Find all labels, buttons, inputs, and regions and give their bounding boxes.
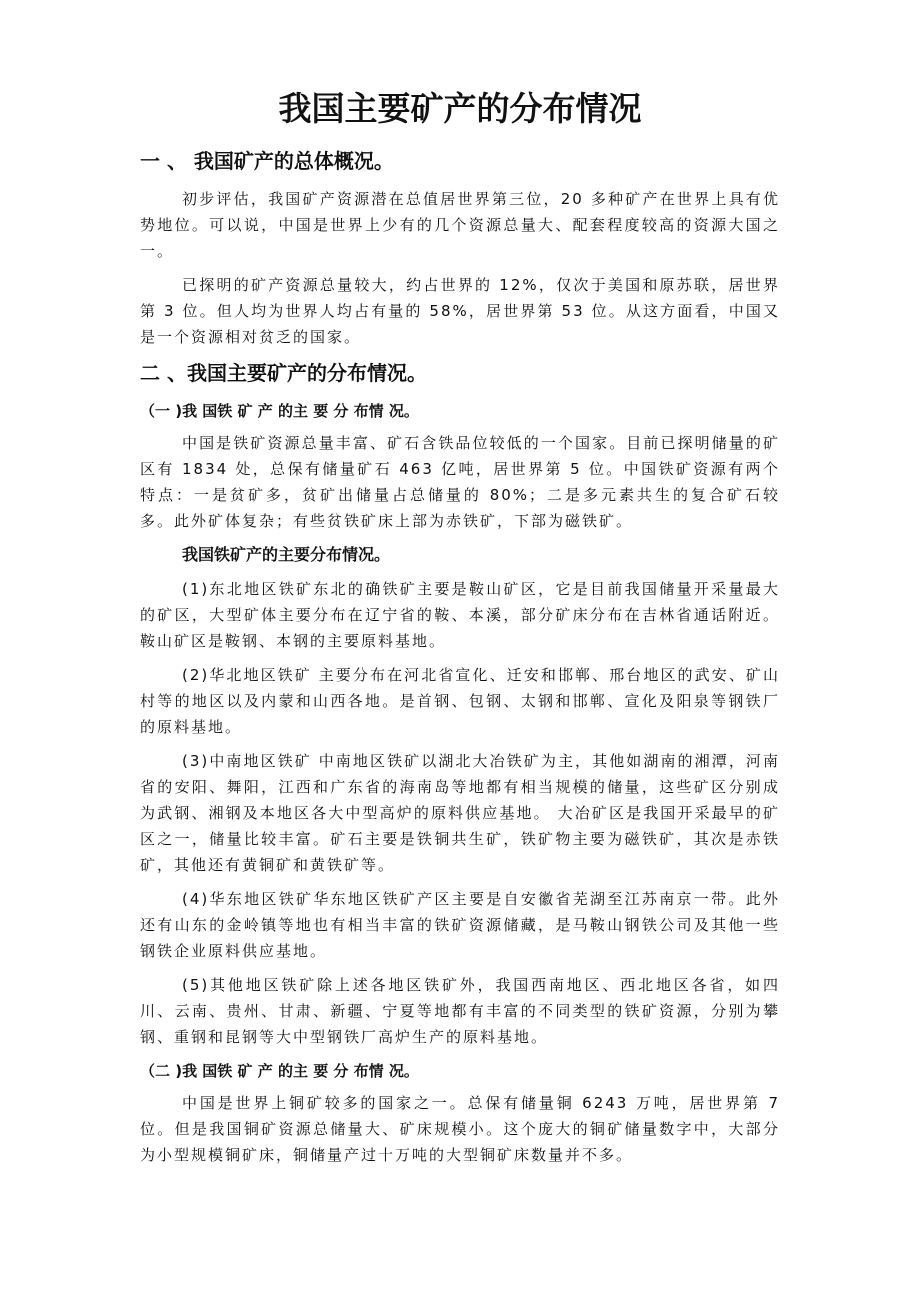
section-2-heading: 二 、我国主要矿产的分布情况。: [140, 361, 427, 385]
subsection-1-intro: 中国是铁矿资源总量丰富、矿石含铁品位较低的一个国家。目前已探明储量的矿区有 1834 处，总保有储量矿石 463 亿吨，居世界第 5 位。中国铁矿资源有两个特点：一是贫矿多，贫矿出储量占总储量的 80%；二是多元素共生的复合矿石较多。此外矿体复杂；有些贫铁矿床上部为赤铁矿，下部为磁铁矿。: [140, 434, 780, 530]
iron-distribution-subheading: 我国铁矿产的主要分布情况。: [182, 545, 391, 564]
subsection-1-heading: （一 )我 国铁 矿 产 的主 要 分 布情 况。: [140, 402, 419, 420]
section-1-paragraph-2: 已探明的矿产资源总量较大，约占世界的 12%，仅次于美国和原苏联，居世界第 3 位。但人均为世界人均占有量的 58%，居世界第 53 位。从这方面看，中国又是一个资源相对贫乏的国家。: [140, 276, 780, 346]
iron-region-other: (5)其他地区铁矿除上述各地区铁矿外，我国西南地区、西北地区各省，如四川、云南、贵州、甘肃、新疆、宁夏等地都有丰富的不同类型的铁矿资源，分别为攀钢、重钢和昆钢等大中型钢铁厂高炉生产的原料基地。: [140, 976, 780, 1046]
document-page: [140, 86, 780, 1176]
iron-region-central-south: (3)中南地区铁矿 中南地区铁矿以湖北大冶铁矿为主，其他如湖南的湘潭，河南省的安阳、舞阳，江西和广东省的海南岛等地都有相当规模的储量，这些矿区分别成为武钢、湘钢及本地区各大中型高炉的原料供应基地。 大冶矿区是我国开采最早的矿区之一，储量比较丰富。矿石主要是铁铜共生矿，铁矿物主要为磁铁矿，其次是赤铁矿，其他还有黄铜矿和黄铁矿等。: [140, 752, 780, 874]
document-title: 我国主要矿产的分布情况: [278, 89, 642, 128]
iron-region-northeast: (1)东北地区铁矿东北的确铁矿主要是鞍山矿区，它是目前我国储量开采量最大的矿区，大型矿体主要分布在辽宁省的鞍、本溪，部分矿床分布在吉林省通话附近。鞍山矿区是鞍钢、本钢的主要原料基地。: [140, 580, 780, 650]
section-1-heading: 一 、 我国矿产的总体概况。: [140, 149, 394, 173]
section-1-paragraph-1: 初步评估，我国矿产资源潜在总值居世界第三位，20 多种矿产在世界上具有优势地位。可以说，中国是世界上少有的几个资源总量大、配套程度较高的资源大国之一。: [140, 190, 780, 260]
iron-region-north: (2)华北地区铁矿 主要分布在河北省宣化、迁安和邯郸、邢台地区的武安、矿山村等的地区以及内蒙和山西各地。是首钢、包钢、太钢和邯郸、宣化及阳泉等钢铁厂的原料基地。: [140, 666, 780, 736]
iron-region-east: (4)华东地区铁矿华东地区铁矿产区主要是自安徽省芜湖至江苏南京一带。此外还有山东的金岭镇等地也有相当丰富的铁矿资源储藏，是马鞍山钢铁公司及其他一些钢铁企业原料供应基地。: [140, 890, 780, 960]
subsection-2-heading: （二 )我 国铁 矿 产 的主 要 分 布情 况。: [140, 1062, 419, 1080]
subsection-2-intro: 中国是世界上铜矿较多的国家之一。总保有储量铜 6243 万吨，居世界第 7 位。但是我国铜矿资源总储量大、矿床规模小。这个庞大的铜矿储量数字中，大部分为小型规模铜矿床，铜储量产过十万吨的大型铜矿床数量并不多。: [140, 1094, 780, 1164]
